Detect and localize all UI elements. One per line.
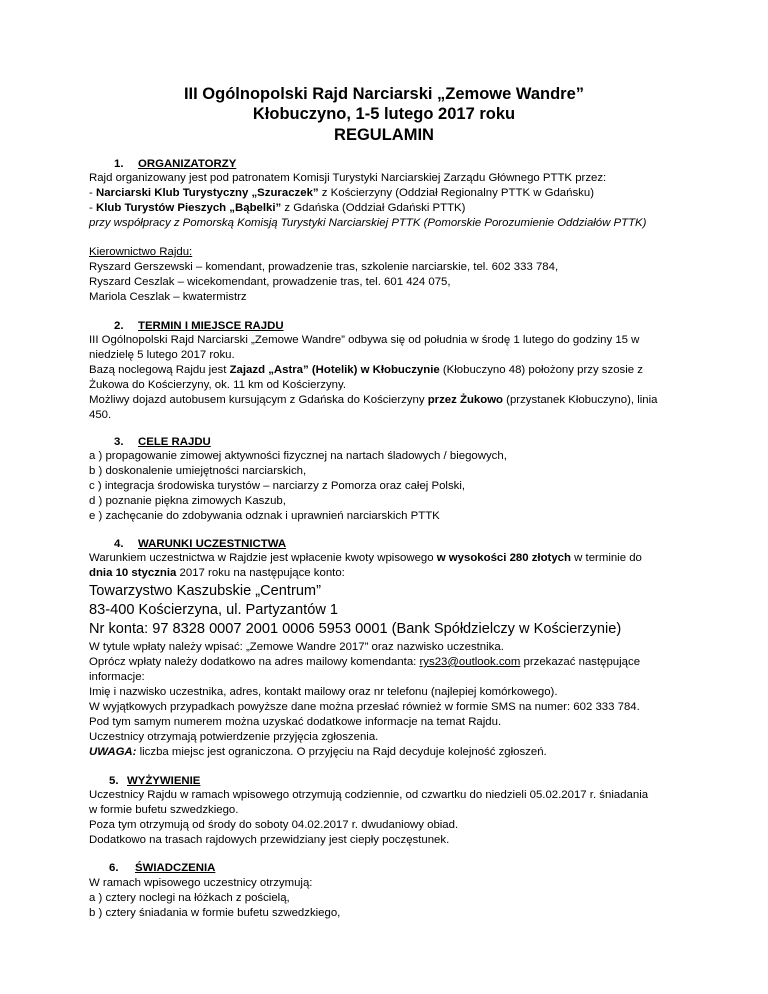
list-item: e ) zachęcanie do zdobywania odznak i uprawnień narciarskich PTTK [89,510,440,522]
s5-line-2: w formie bufetu szwedzkiego. [89,804,239,816]
s4-line-2: dnia 10 stycznia 2017 roku na następujące konto: [89,567,345,579]
s5-line-3: Poza tym otrzymują od środy do soboty 04.02.2017 r. dwudaniowy obiad. [89,819,459,831]
document-page: III Ogólnopolski Rajd Narciarski „Zemowe Wandre” Kłobuczyno, 1-5 lutego 2017 roku REGULAMIN 1. ORGANIZATORZY Rajd organizowany jest pod patronatem Komisji Turystyki Narciarskiej Zarządu Głównego PTTK przez: - Narciarski Klub Turystyczny „Szuraczek” z Kościerzyny (Oddział Regionalny PTTK w Gdańsku) - Klub Turystów Pieszych „Bąbelki” z Gdańska (Oddział Gdański PTTK) przy współpracy z Pomorską Komisją Turystyki Narciarskiej PTTK (Pomorskie Porozumienie Oddziałów PTTK) Kierownictwo Rajdu: Ryszard Gerszewski – komendant, prowadzenie tras, szkolenie narciarskie, tel. 602 333 784, Ryszard Ceszlak – wicekomendant, prowadzenie tras, tel. 601 424 075, Mariola Ceszlak – kwatermistrz 2. TERMIN I MIEJSCE RAJDU III Ogólnopolski Rajd Narciarski „Zemowe Wandre” odbywa się od południa w środę 1 lutego do godziny 15 w niedzielę 5 lutego 2017 roku. Bazą noclegową Rajdu jest Zajazd „Astra” (Hotelik) w Kłobuczynie (Kłobuczyno 48) położony przy szosie z Żukowa do Kościerzyny, ok. 11 km od Kościerzyny. Możliwy dojazd autobusem kursującym z Gdańska do Kościerzyny przez Żukowo (przystanek Kłobuczyno), linia 450. 3. CELE RAJDU a ) propagowanie zimowej aktywności fizycznej na nartach śladowych / biegowych, b ) doskonalenie umiejętności narciarskich, c ) integracja środowiska turystów – narciarzy z Pomorza oraz całej Polski, d ) poznanie piękna zimowych Kaszub, e ) zachęcanie do zdobywania odznak i uprawnień narciarskich PTTK 4. WARUNKI UCZESTNICTWA Warunkiem uczestnictwa w Rajdzie jest wpłacenie kwoty wpisowego w wysokości 280 złotych w terminie do dnia 10 stycznia 2017 roku na następujące konto: Towarzystwo Kaszubskie „Centrum” 83-400 Kościerzyna, ul. Partyzantów 1 Nr konta: 97 8328 0007 2001 0006 5953 0001 (Bank Spółdzielczy w Kościerzynie) W tytule wpłaty należy wpisać: „Zemowe Wandre 2017” oraz nazwisko uczestnika. Oprócz wpłaty należy dodatkowo na adres mailowy komendanta: rys23@outlook.com przekazać następujące informacje: Imię i nazwisko uczestnika, adres, kontakt mailowy oraz nr telefonu (najlepiej komórkowego). W wyjątkowych przypadkach powyższe dane można przesłać również w formie SMS na numer: 602 333 784. Pod tym samym numerem można uzyskać dodatkowe informacje na temat Rajdu. Uczestnicy otrzymają potwierdzenie przyjęcia zgłoszenia. UWAGA: liczba miejsc jest ograniczona. O przyjęciu na Rajd decyduje kolejność zgłoszeń. 5. WYŻYWIENIE Uczestnicy Rajdu w ramach wpisowego otrzymują codziennie, od czwartku do niedzieli 05.02.2017 r. śniadania w formie bufetu szwedzkiego. Poza tym otrzymują od środy do soboty 04.02.2017 r. dwudaniowy obiad. Dodatkowo na trasach rajdowych przewidziany jest ciepły poczęstunek. 6. ŚWIADCZENIA W ramach wpisowego uczestnicy otrzymują: a ) cztery noclegi na łóżkach z pościelą, b ) cztery śniadania w formie bufetu szwedzkiego, [0,0,768,994]
s2-line-6: 450. [89,409,112,421]
list-item: c ) integracja środowiska turystów – narciarzy z Pomorza oraz całej Polski, [89,480,466,492]
s1-lead-3: Mariola Ceszlak – kwatermistrz [89,291,247,303]
s1-cooperation: przy współpracy z Pomorską Komisją Turystyki Narciarskiej PTTK (Pomorskie Porozumienie Oddziałów PTTK) [89,217,647,229]
s5-line-4: Dodatkowo na trasach rajdowych przewidziany jest ciepły poczęstunek. [89,834,450,846]
s4-line-6: Imię i nazwisko uczestnika, adres, kontakt mailowy oraz nr telefonu (najlepiej komórkowego). [89,686,558,698]
document-subtitle: Kłobuczyno, 1-5 lutego 2017 roku [252,105,516,123]
s5-line-1: Uczestnicy Rajdu w ramach wpisowego otrzymują codziennie, od czwartku do niedzieli 05.02.2017 r. śniadania [89,789,649,801]
s6-line-2: a ) cztery noclegi na łóżkach z pościelą, [89,892,290,904]
s6-line-1: W ramach wpisowego uczestnicy otrzymują: [89,877,313,889]
list-item: a ) propagowanie zimowej aktywności fizycznej na nartach śladowych / biegowych, [89,450,507,462]
s1-organizer-2: - Klub Turystów Pieszych „Bąbelki” z Gdańska (Oddział Gdański PTTK) [89,202,466,214]
s1-organizer-1: - Narciarski Klub Turystyczny „Szuraczek” z Kościerzyny (Oddział Regionalny PTTK w Gdańsku) [89,187,594,199]
s4-line-8: Pod tym samym numerem można uzyskać dodatkowe informacje na temat Rajdu. [89,716,502,728]
s2-line-4: Żukowa do Kościerzyny, ok. 11 km od Kościerzyny. [89,379,347,391]
s1-intro: Rajd organizowany jest pod patronatem Komisji Turystyki Narciarskiej Zarządu Głównego PTTK przez: [89,172,607,184]
s4-line-10: UWAGA: liczba miejsc jest ograniczona. O przyjęciu na Rajd decyduje kolejność zgłoszeń. [89,746,547,758]
s1-leadership-heading: Kierownictwo Rajdu: [89,246,193,258]
email-link[interactable]: rys23@outlook.com [419,656,521,668]
bank-account: Nr konta: 97 8328 0007 2001 0006 5953 0001 (Bank Spółdzielczy w Kościerzynie) [89,621,622,637]
s4-line-4: Oprócz wpłaty należy dodatkowo na adres mailowy komendanta: rys23@outlook.com przekazać następujące [89,656,641,668]
bank-name: Towarzystwo Kaszubskie „Centrum” [89,583,321,599]
s2-line-3: Bazą noclegową Rajdu jest Zajazd „Astra” (Hotelik) w Kłobuczynie (Kłobuczyno 48) położony przy szosie z [89,364,643,376]
s4-line-7: W wyjątkowych przypadkach powyższe dane można przesłać również w formie SMS na numer: 602 333 784. [89,701,640,713]
s2-line-2: niedzielę 5 lutego 2017 roku. [89,349,235,361]
list-item: b ) doskonalenie umiejętności narciarskich, [89,465,307,477]
s2-line-1: III Ogólnopolski Rajd Narciarski „Zemowe Wandre” odbywa się od południa w środę 1 lutego do godziny 15 w [89,334,640,346]
bank-address: 83-400 Kościerzyna, ul. Partyzantów 1 [89,602,339,618]
document-regulamin-heading: REGULAMIN [334,126,434,144]
s1-lead-1: Ryszard Gerszewski – komendant, prowadzenie tras, szkolenie narciarskie, tel. 602 333 784, [89,261,559,273]
s4-line-1: Warunkiem uczestnictwa w Rajdzie jest wpłacenie kwoty wpisowego w wysokości 280 złotych w terminie do [89,552,642,564]
s6-line-3: b ) cztery śniadania w formie bufetu szwedzkiego, [89,907,341,919]
s1-lead-2: Ryszard Ceszlak – wicekomendant, prowadzenie tras, tel. 601 424 075, [89,276,451,288]
s2-line-5: Możliwy dojazd autobusem kursującym z Gdańska do Kościerzyny przez Żukowo (przystanek Kłobuczyno), linia [89,394,658,406]
s4-line-5: informacje: [89,671,145,683]
document-title: III Ogólnopolski Rajd Narciarski „Zemowe Wandre” [183,85,585,103]
list-item: d ) poznanie piękna zimowych Kaszub, [89,495,286,507]
s4-line-9: Uczestnicy otrzymają potwierdzenie przyjęcia zgłoszenia. [89,731,379,743]
s4-line-3: W tytule wpłaty należy wpisać: „Zemowe Wandre 2017” oraz nazwisko uczestnika. [89,641,504,653]
